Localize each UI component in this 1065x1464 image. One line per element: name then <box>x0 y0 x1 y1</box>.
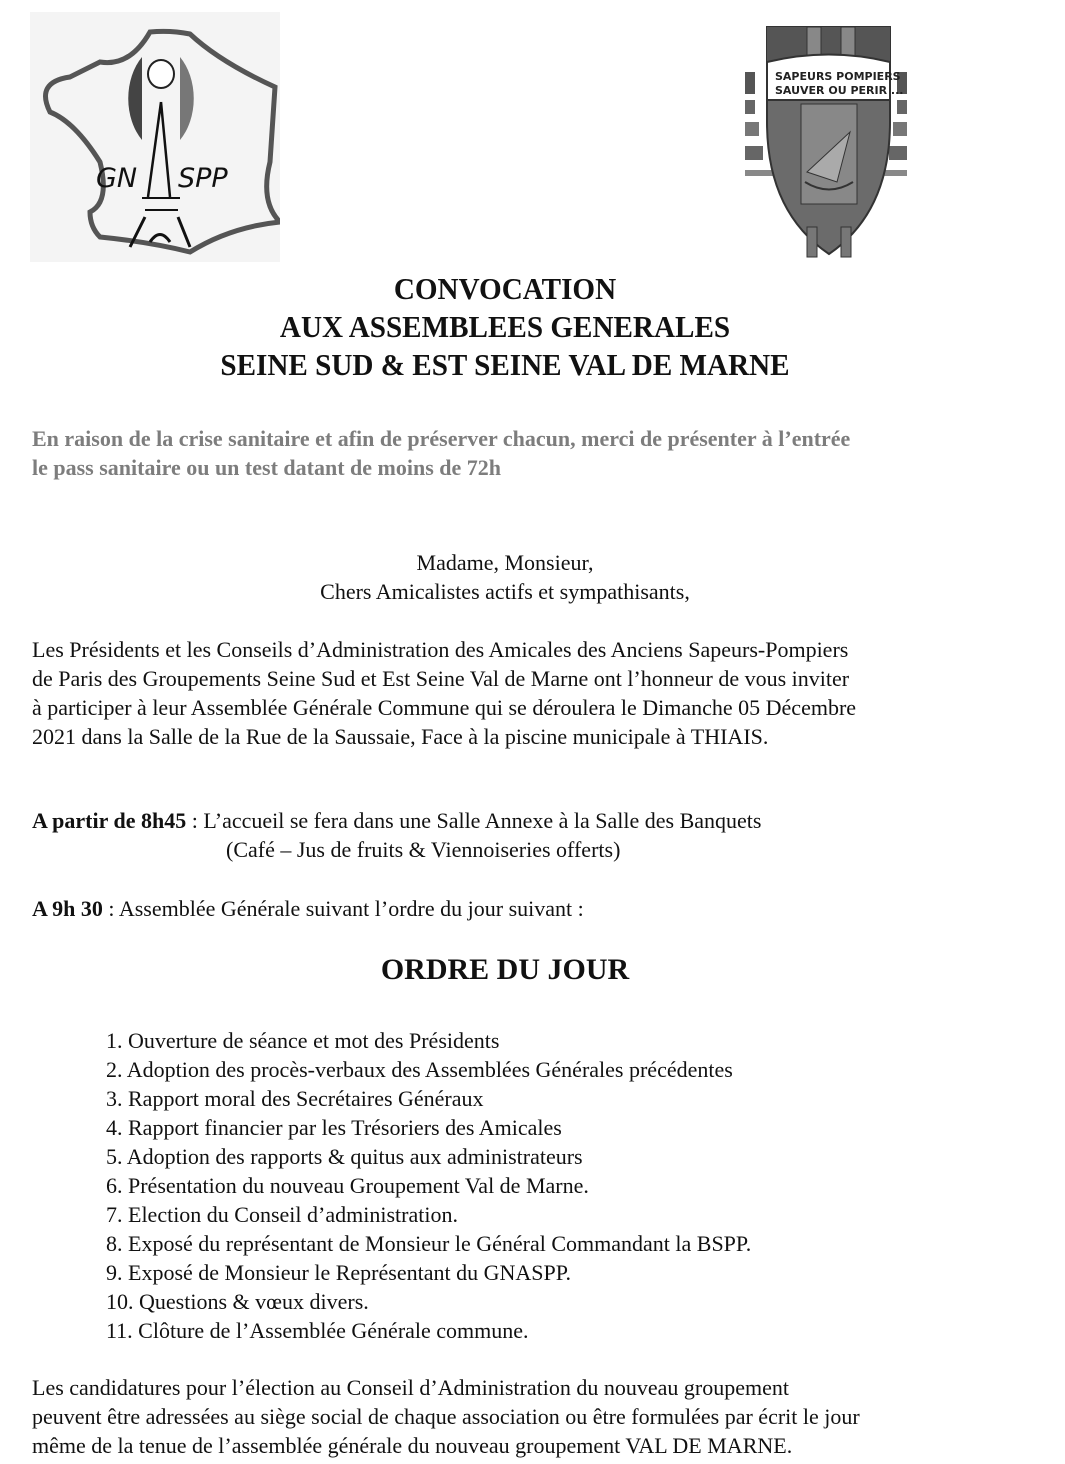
agenda-item: 4. Rapport financier par les Trésoriers des Amicales <box>106 1115 562 1140</box>
salutation-line-2: Chers Amicalistes actifs et sympathisants, <box>320 579 690 604</box>
agenda-title: ORDRE DU JOUR <box>380 953 630 986</box>
notice-line-2: le pass sanitaire ou un test datant de moins de 72h <box>32 455 501 480</box>
sapeurs-pompiers-crest-icon <box>745 22 975 262</box>
schedule-welcome-text: : L’accueil se fera dans une Salle Annexe à la Salle des Banquets <box>186 808 762 833</box>
agenda-item: 1. Ouverture de séance et mot des Présidents <box>106 1028 500 1053</box>
title-line-2: AUX ASSEMBLEES GENERALES <box>279 309 731 344</box>
title-line-3: SEINE SUD & EST SEINE VAL DE MARNE <box>220 347 790 382</box>
agenda-item: 11. Clôture de l’Assemblée Générale commune. <box>106 1318 529 1343</box>
candidatures-line-3: même de la tenue de l’assemblée générale du nouveau groupement VAL DE MARNE. <box>32 1433 793 1458</box>
schedule-assembly-time: A 9h 30 <box>32 896 103 921</box>
agenda-list <box>106 1026 751 1345</box>
schedule-assembly-text: : Assemblée Générale suivant l’ordre du jour suivant : <box>102 896 584 921</box>
agenda-item: 10. Questions & vœux divers. <box>106 1289 369 1314</box>
agenda-item: 6. Présentation du nouveau Groupement Val de Marne. <box>106 1173 589 1198</box>
intro-line-1: Les Présidents et les Conseils d’Administration des Amicales des Anciens Sapeurs-Pompiers <box>32 637 849 662</box>
intro-line-3: à participer à leur Assemblée Générale Commune qui se déroulera le Dimanche 05 Décembre <box>32 695 857 720</box>
agenda-item: 5. Adoption des rapports & quitus aux administrateurs <box>106 1144 583 1169</box>
schedule-welcome-time: A partir de 8h45 <box>32 808 187 833</box>
candidatures-paragraph <box>32 1373 992 1460</box>
candidatures-line-2: peuvent être adressées au siège social de chaque association ou être formulées par écrit le jour <box>32 1404 860 1429</box>
agenda-item: 9. Exposé de Monsieur le Représentant du GNASPP. <box>106 1260 572 1285</box>
schedule-welcome <box>32 806 761 835</box>
document-title <box>0 270 1010 384</box>
intro-paragraph <box>32 635 992 751</box>
agenda-item: 8. Exposé du représentant de Monsieur le Général Commandant la BSPP. <box>106 1231 752 1256</box>
candidatures-line-1: Les candidatures pour l’élection au Conseil d’Administration du nouveau groupement <box>32 1375 789 1400</box>
salutation-line-1: Madame, Monsieur, <box>416 550 594 575</box>
salutation <box>0 548 1010 606</box>
svg-text:SPP: SPP <box>178 163 228 194</box>
gnaspp-logo-text: GN <box>96 163 138 194</box>
svg-text:SAUVER OU PERIR ...: SAUVER OU PERIR ... <box>775 84 904 97</box>
schedule-welcome-refreshments: (Café – Jus de fruits & Viennoiseries offerts) <box>226 837 621 862</box>
title-line-1: CONVOCATION <box>393 271 617 306</box>
agenda-item: 2. Adoption des procès-verbaux des Assemblées Générales précédentes <box>106 1057 733 1082</box>
notice-line-1: En raison de la crise sanitaire et afin de préserver chacun, merci de présenter à l’entrée <box>32 426 851 451</box>
svg-text:SAPEURS POMPIERS: SAPEURS POMPIERS <box>775 70 901 83</box>
sanitary-notice <box>32 424 992 482</box>
agenda-item: 7. Election du Conseil d’administration. <box>106 1202 458 1227</box>
intro-line-4: 2021 dans la Salle de la Rue de la Saussaie, Face à la piscine municipale à THIAIS. <box>32 724 769 749</box>
gnaspp-logo-icon <box>30 12 280 262</box>
intro-line-2: de Paris des Groupements Seine Sud et Est Seine Val de Marne ont l’honneur de vous inviter <box>32 666 850 691</box>
schedule-assembly <box>32 894 584 923</box>
agenda-item: 3. Rapport moral des Secrétaires Généraux <box>106 1086 484 1111</box>
